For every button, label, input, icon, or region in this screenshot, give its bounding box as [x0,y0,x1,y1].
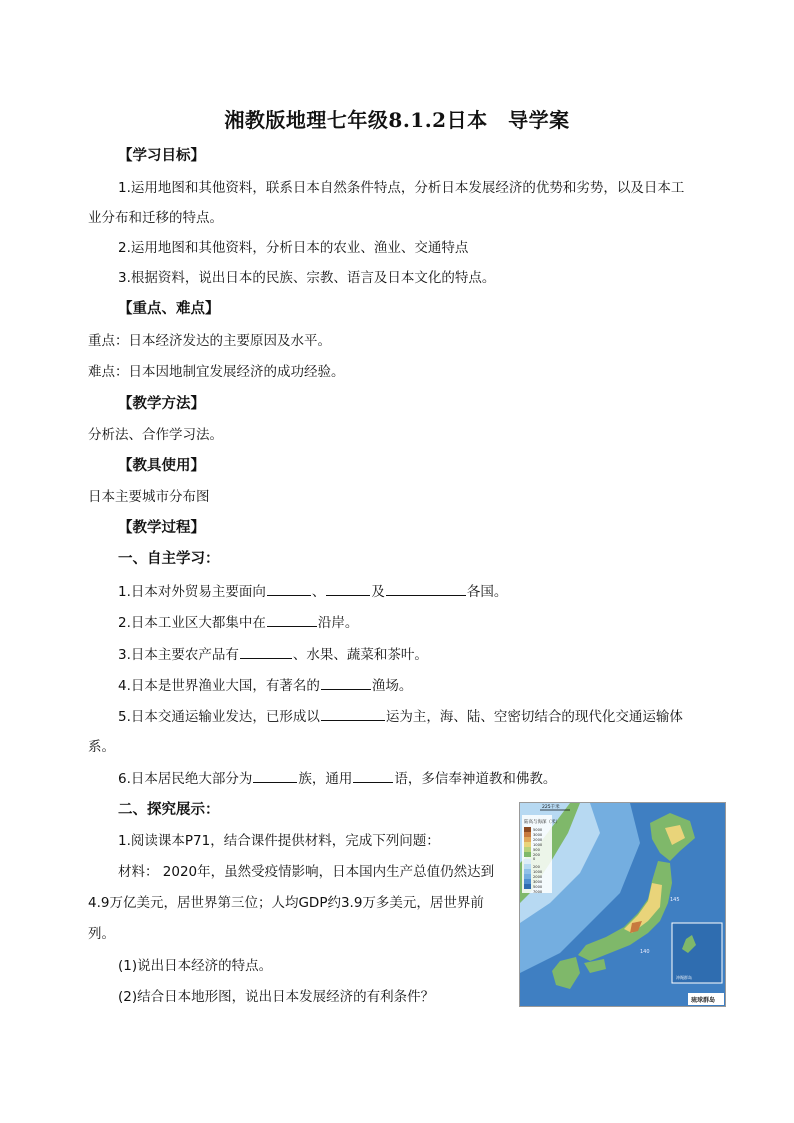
legend-swatch [524,847,531,852]
legend-sea-label: 2000 [533,875,543,879]
goal-3: 3.根据资料，说出日本的民族、宗教、语言及日本文化的特点。 [118,270,496,286]
material-line-3: 列。 [88,926,115,942]
legend-sea-label: 3000 [533,880,543,884]
explore-heading: 二、探究展示： [118,802,220,818]
legend-sea-label: 1000 [533,870,543,874]
question-2 [118,612,358,633]
goal-1-line-1: 1.运用地图和其他资料，联系日本自然条件特点，分析日本发展经济的优势和劣势，以及日本工 [118,180,685,196]
map-graphic [520,803,725,1006]
tools-text: 日本主要城市分布图 [88,489,210,505]
legend-swatch [524,832,531,837]
q6-text-a: 6.日本居民绝大部分为 [118,771,253,787]
legend-sea-label: 5000 [533,885,543,889]
legend-swatch [524,879,531,884]
method-text: 分析法、合作学习法。 [88,427,223,443]
question-5-line-2: 系。 [88,739,115,755]
question-6 [118,768,556,789]
scale-label: 225千米 [542,805,560,810]
legend-swatch [524,859,531,864]
sub-question-2: (2)结合日本地形图，说出日本发展经济的有利条件？ [118,989,435,1005]
legend-swatch [524,884,531,889]
legend-swatch [524,842,531,847]
question-3 [118,644,428,665]
answer-blank[interactable] [326,581,370,596]
answer-blank[interactable] [321,675,371,690]
legend-land-label: 500 [533,848,540,852]
goals-heading: 【学习目标】 [118,148,205,164]
legend-land-label: 2000 [533,838,543,842]
legend-land-label: 1000 [533,843,543,847]
sub-question-1: (1)说出日本经济的特点。 [118,958,273,974]
tools-heading: 【教具使用】 [118,458,205,474]
legend-land-label: 0 [533,857,536,861]
explore-task-1: 1.阅读课本P71，结合课件提供材料，完成下列问题： [118,833,440,849]
q5-text-a: 5.日本交通运输业发达，已形成以 [118,709,320,725]
legend-swatch [524,864,531,869]
legend-swatch [524,869,531,874]
material-line-1: 材料： 2020年，虽然受疫情影响，日本国内生产总值仍然达到 [118,864,495,880]
japan-terrain-map [519,802,726,1007]
q1-text-a: 1.日本对外贸易主要面向 [118,584,266,600]
longitude-label-145: 145 [670,897,680,903]
legend-swatch [524,874,531,879]
question-1 [118,581,507,602]
key-point: 重点：日本经济发达的主要原因及水平。 [88,333,331,349]
legend-swatch [524,827,531,832]
q6-text-b: 族，通用 [298,771,353,787]
self-study-heading: 一、自主学习： [118,551,220,567]
map-credit: 琉球群岛 [691,997,716,1004]
answer-blank[interactable] [321,706,385,721]
answer-blank[interactable] [267,581,311,596]
material-line-2: 4.9万亿美元，居世界第三位；人均GDP约3.9万多美元，居世界前 [88,895,484,911]
goal-2: 2.运用地图和其他资料，分析日本的农业、渔业、交通特点 [118,240,469,256]
longitude-label-140: 140 [640,949,650,955]
inset-label: 冲绳群岛 [676,975,692,980]
difficult-point: 难点：日本因地制宜发展经济的成功经验。 [88,364,345,380]
answer-blank[interactable] [253,768,297,783]
q5-text-b: 运为主，海、陆、空密切结合的现代化交通运输体 [385,709,683,725]
legend-swatch [524,837,531,842]
goal-1-line-2: 业分布和迁移的特点。 [88,210,223,226]
question-5-line-1 [118,706,683,727]
legend-sea-label: 200 [533,865,540,869]
okinawa-inset [672,923,722,983]
answer-blank[interactable] [353,768,393,783]
q1-text-d: 各国。 [466,584,508,600]
legend-title: 陆高与海深（米） [524,820,560,825]
legend-land-label: 3000 [533,833,543,837]
answer-blank[interactable] [386,581,466,596]
legend-swatch [524,852,531,857]
key-difficulty-heading: 【重点、难点】 [118,301,220,317]
q3-text-b: 、水果、蔬菜和茶叶。 [292,647,428,663]
q4-text-b: 渔场。 [371,678,413,694]
method-heading: 【教学方法】 [118,396,205,412]
q3-text-a: 3.日本主要农产品有 [118,647,239,663]
page-title: 湘教版地理七年级8.1.2日本 导学案 [224,108,570,132]
q1-text-b: 、 [311,584,326,600]
q4-text-a: 4.日本是世界渔业大国，有著名的 [118,678,320,694]
q2-text-b: 沿岸。 [317,615,359,631]
q2-text-a: 2.日本工业区大都集中在 [118,615,266,631]
legend-land-label: 5000 [533,828,543,832]
q1-text-c: 及 [371,584,385,600]
question-4 [118,675,412,696]
answer-blank[interactable] [240,644,292,659]
legend-sea-label: 7000 [533,890,543,894]
answer-blank[interactable] [267,612,317,627]
process-heading: 【教学过程】 [118,520,205,536]
q6-text-c: 语，多信奉神道教和佛教。 [394,771,557,787]
legend-land-label: 200 [533,853,540,857]
